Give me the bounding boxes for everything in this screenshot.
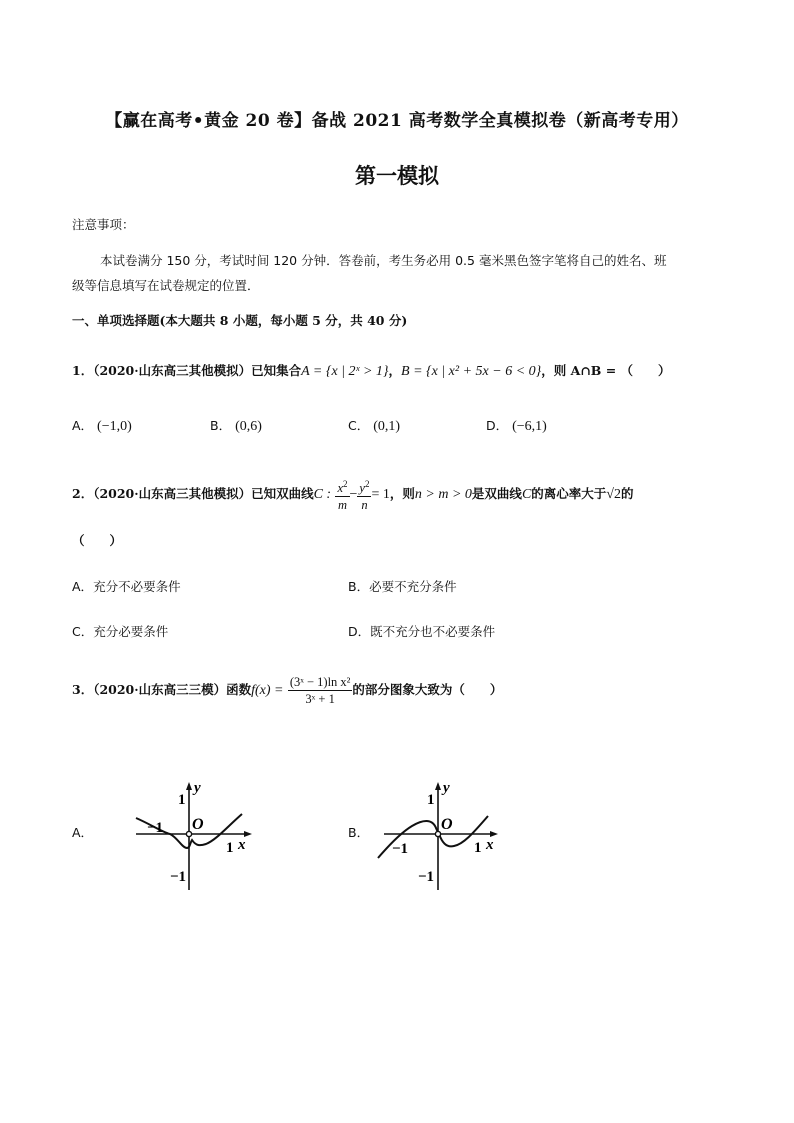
notes-line-1: 本试卷满分 150 分，考试时间 120 分钟．答卷前，考生务必用 0.5 毫米黑色签字笔将自己的姓名、班 [100,253,667,268]
q1-option-d [486,416,547,435]
q1-prefix: 1．（2020·山东高三其他模拟）已知集合 [72,363,302,378]
option-text: (−6,1) [512,419,547,434]
q1-sep: ， [388,363,402,378]
q1-set-b: B = {x | x² + 5x − 6 < 0} [401,364,542,379]
document-title: 【赢在高考•黄金 20 卷】备战 2021 高考数学全真模拟卷（新高考专用） [105,111,689,131]
question-2: 2．（2020·山东高三其他模拟）已知双曲线C : $\frac{x^2}{m}$ − $\frac{y^2}{n}$ = 1，则n > m > 0是双曲线C的离心率大于√2的 [72,476,634,513]
q3-prefix: 3．（2020·山东高三三模）函数 [72,682,252,697]
question-1 [72,361,671,380]
y-axis-label: y [194,780,201,796]
option-text: 必要不充分条件 [369,579,457,594]
q2-prefix: 2．（2020·山东高三其他模拟）已知双曲线 [72,486,314,502]
q1-option-b [210,416,262,435]
q1-suffix: ，则 A∩B = （ ） [541,363,671,378]
option-label: B． [348,579,370,594]
x-axis-label: x [486,837,494,853]
option-text: (0,6) [235,419,262,434]
q2-option-a [72,577,181,595]
option-text: 充分必要条件 [93,624,169,639]
q2-condition: n > m > 0 [414,487,472,503]
x-axis-label: x [238,837,246,853]
x-tick-right: 1 [474,840,482,856]
q2-suffix3: 的 [620,486,634,502]
q3-option-b-label: B． [348,825,370,840]
option-label: C． [348,418,370,433]
q3-graph-b [376,778,506,893]
y-axis-arrow [435,782,441,790]
option-text: (0,1) [373,419,401,434]
option-label: B． [210,418,232,433]
option-text: (−1,0) [97,419,132,434]
y-tick-bottom: −1 [418,869,435,885]
q3-func: f(x) = [251,683,284,698]
x-tick-left: −1 [392,841,409,857]
option-text: 既不充分也不必要条件 [370,624,496,639]
q1-set-a: A = {x | 2ˣ > 1} [301,364,389,379]
q2-eq-tail: = 1 [371,487,390,503]
q1-option-a [72,416,132,435]
option-text: 充分不必要条件 [93,579,181,594]
origin-hole [186,831,191,836]
q2-option-b [348,577,457,595]
x-tick-left: −1 [147,820,164,836]
q2-suffix-c: C [521,487,532,503]
q2-curve: C : [313,487,332,503]
y-axis-arrow [186,782,192,790]
origin-hole [435,831,440,836]
origin-label: O [192,816,204,833]
q2-paren: （ ） [72,533,123,548]
q2-suffix2: 的离心率大于 [531,486,607,502]
y-axis-label: y [443,780,450,796]
q3-suffix: 的部分图象大致为（ ） [352,682,503,697]
option-label: A． [72,418,94,433]
q2-root: √2 [606,487,621,503]
option-label: D． [348,624,371,639]
option-label: A． [72,579,94,594]
q3-fraction [288,674,353,707]
option-label: C． [72,624,94,639]
y-tick-top: 1 [427,792,435,808]
q3-graph-a [130,778,260,893]
y-tick-top: 1 [178,792,186,808]
question-3 [72,673,502,708]
q1-option-c [348,416,400,435]
x-tick-right: 1 [226,840,234,856]
q2-fraction-x: $\frac{x^2}{m}$ [335,476,349,513]
q2-option-c [72,622,168,640]
q2-suffix: 是双曲线 [471,486,522,502]
q3-denominator: 3ˣ + 1 [305,692,335,706]
q3-option-a-label: A． [72,825,94,840]
document-subtitle: 第一模拟 [355,163,439,188]
origin-label: O [441,816,453,833]
section-heading: 一、单项选择题(本大题共 8 小题，每小题 5 分，共 40 分) [72,313,408,328]
notes-heading: 注意事项： [72,217,135,232]
q3-numerator: (3ˣ − 1)ln x² [289,675,351,689]
option-label: D． [486,418,509,433]
q2-option-d [348,622,495,640]
q2-mid: ，则 [389,486,415,502]
q2-fraction-y: $\frac{y^2}{n}$ [357,476,371,513]
y-tick-bottom: −1 [170,869,187,885]
notes-line-2: 级等信息填写在试卷规定的位置． [72,278,260,293]
